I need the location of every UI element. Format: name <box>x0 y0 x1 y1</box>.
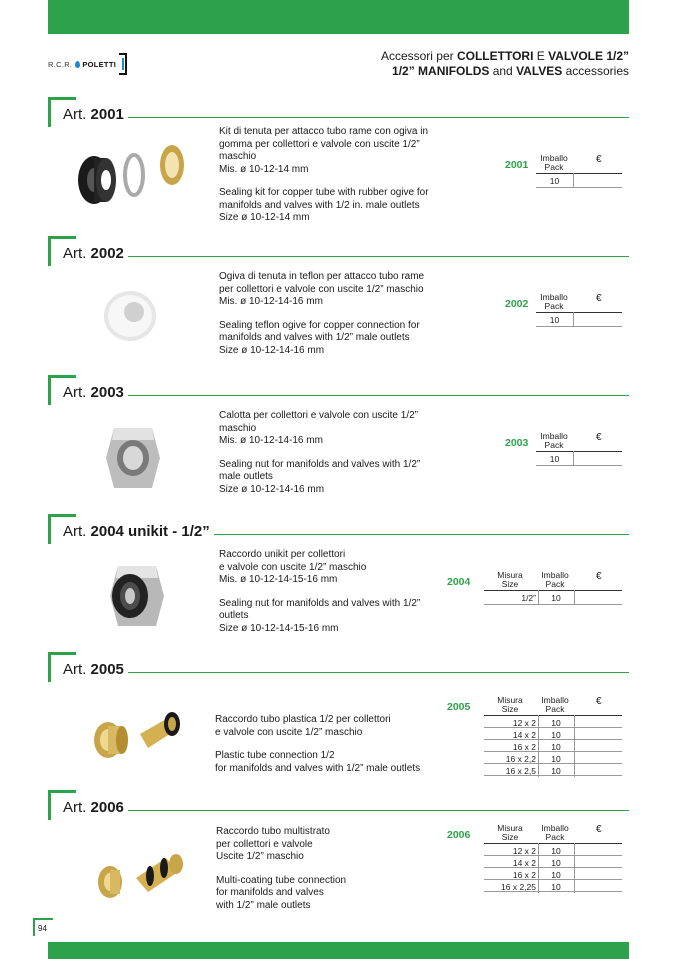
header-line: Pack <box>545 832 565 842</box>
col-pack-header <box>536 432 572 450</box>
size-value: 16 x 2,5 <box>505 766 536 776</box>
desc-line: Size ø 10-12-14-15-16 mm <box>219 622 339 634</box>
desc-line: Multi-coating tube connection <box>216 874 347 886</box>
pack-value: 10 <box>549 454 560 464</box>
article-2004-table <box>440 567 630 617</box>
pack-value: 10 <box>551 846 561 856</box>
table-rule <box>484 590 622 591</box>
table-divider <box>573 173 574 187</box>
title-text: and <box>489 64 517 78</box>
desc-line: Sealing nut for manifolds and valves with 1/2” <box>219 597 421 609</box>
desc-line: Calotta per collettori e valvole con uscite 1/2” <box>219 410 418 421</box>
table-divider <box>574 715 575 777</box>
desc-line: maschio <box>219 151 257 162</box>
art-number: 2006 <box>90 799 124 816</box>
article-2006-description <box>216 826 346 912</box>
art-number: 2002 <box>90 245 124 262</box>
article-title <box>63 106 128 123</box>
bottom-green-bar <box>48 942 629 959</box>
desc-line: Uscite 1/2” maschio <box>216 851 304 862</box>
header-line: Imballo <box>540 431 568 441</box>
article-2002-description <box>219 271 424 357</box>
page-number: 94 <box>33 918 53 936</box>
teflon-ogive-image <box>100 288 160 344</box>
size-value: 12 x 2 <box>512 846 536 856</box>
page-title-line-2 <box>381 64 629 79</box>
desc-line: male outlets <box>219 471 273 482</box>
header-line: Imballo <box>540 153 568 163</box>
article-code: 2006 <box>447 829 471 841</box>
size-value: 16 x 2 <box>512 742 536 752</box>
article-2005-description <box>215 714 420 775</box>
euro-symbol: € <box>596 154 602 165</box>
article-2005-table <box>440 692 630 782</box>
page-title <box>381 49 629 79</box>
section-rule <box>63 395 629 396</box>
article-2003-table <box>500 428 630 478</box>
page-title-line-1 <box>381 49 629 64</box>
section-rule <box>63 117 629 118</box>
table-rule <box>536 326 622 327</box>
article-code: 2002 <box>505 298 529 310</box>
art-number: 2001 <box>90 106 124 123</box>
header-line: Size <box>501 832 519 842</box>
table-rule <box>484 843 622 844</box>
article-title <box>63 523 214 540</box>
art-label: Art. <box>63 106 87 123</box>
pack-value: 10 <box>551 882 561 892</box>
desc-line: e valvole con uscite 1/2” maschio <box>215 726 363 738</box>
article-code: 2005 <box>447 701 471 713</box>
desc-line: Sealing nut for manifolds and valves with 1/2” <box>219 458 421 470</box>
article-code: 2004 <box>447 576 471 588</box>
euro-symbol: € <box>596 696 602 707</box>
desc-line: outlets <box>219 610 249 621</box>
title-text: accessories <box>562 64 629 78</box>
desc-line: Ogiva di tenuta in teflon per attacco tubo rame <box>219 271 425 282</box>
pack-value: 10 <box>551 718 561 728</box>
art-number: 2003 <box>90 384 124 401</box>
desc-line: Mis. ø 10-12-14-16 mm <box>219 296 323 307</box>
desc-line: Sealing kit for copper tube with rubber ogive for <box>219 187 429 198</box>
desc-line: Mis. ø 10-12-14 mm <box>219 163 309 175</box>
article-2001-description <box>219 126 429 225</box>
article-code: 2003 <box>505 437 529 449</box>
size-value: 16 x 2,2 <box>505 754 536 764</box>
header-line: Size <box>501 579 519 589</box>
top-green-bar <box>48 0 629 34</box>
size-value: 16 x 2,25 <box>501 882 536 892</box>
table-rule <box>536 173 622 174</box>
size-value: 14 x 2 <box>512 858 536 868</box>
article-title <box>63 245 128 262</box>
article-2001-table <box>500 150 630 200</box>
header-line: Misura <box>497 823 523 833</box>
art-label: Art. <box>63 523 87 540</box>
pack-value: 10 <box>551 730 561 740</box>
pack-value: 10 <box>551 766 561 776</box>
desc-line: per collettori e valvole <box>216 838 313 850</box>
header-line: Size <box>501 704 519 714</box>
article-2003-description <box>219 410 420 496</box>
table-rule <box>536 187 622 188</box>
table-rule <box>484 715 622 716</box>
desc-line: Mis. ø 10-12-14-16 mm <box>219 435 323 446</box>
table-rule <box>484 604 622 605</box>
art-label: Art. <box>63 384 87 401</box>
article-2006-table <box>440 820 630 898</box>
logo-brand-text: POLETTI <box>82 59 117 69</box>
header-line: Imballo <box>541 695 569 705</box>
section-rule <box>63 256 629 257</box>
col-pack-header <box>536 154 572 172</box>
desc-line: Mis. ø 10-12-14-15-16 mm <box>219 574 338 585</box>
desc-line: manifolds and valves with 1/2 in. male outlets <box>219 199 420 211</box>
logo-bracket-icon <box>119 53 127 75</box>
size-value: 16 x 2 <box>512 870 536 880</box>
art-label: Art. <box>63 799 87 816</box>
pack-value: 10 <box>551 870 561 880</box>
sealing-kit-image <box>72 140 192 210</box>
art-label: Art. <box>63 245 87 262</box>
article-title <box>63 384 128 401</box>
article-title <box>63 661 128 678</box>
desc-line: for manifolds and valves with 1/2” male outlets <box>215 762 421 774</box>
table-rule <box>536 451 622 452</box>
pack-value: 10 <box>551 593 561 603</box>
desc-line: Size ø 10-12-14-16 mm <box>219 344 325 356</box>
header-line: Pack <box>544 440 564 450</box>
desc-line: Raccordo tubo plastica 1/2 per collettori <box>215 714 391 725</box>
title-text: Accessori per <box>380 49 457 63</box>
sealing-nut-image <box>104 420 162 496</box>
table-rule <box>536 465 622 466</box>
plastic-tube-fitting-image <box>88 700 188 764</box>
pack-value: 10 <box>549 176 560 186</box>
header-line: Pack <box>545 579 565 589</box>
euro-symbol: € <box>596 824 602 835</box>
desc-line: for manifolds and valves <box>216 887 324 898</box>
desc-line: manifolds and valves with 1/2” male outlets <box>219 332 410 343</box>
col-pack-header <box>536 824 574 842</box>
logo-rcr-text: R.C.R. <box>48 59 73 69</box>
multilayer-fitting-image <box>92 842 188 906</box>
article-2004-description <box>219 549 420 635</box>
col-size-header <box>484 571 536 589</box>
col-size-header <box>484 696 536 714</box>
header-line: Misura <box>497 570 523 580</box>
title-bold: 1/2” MANIFOLDS <box>392 64 490 78</box>
table-divider <box>573 312 574 326</box>
title-bold: VALVOLE 1/2” <box>548 49 629 63</box>
section-rule <box>63 672 629 673</box>
art-number: 2004 unikit - 1/2” <box>90 523 210 540</box>
header-line: Misura <box>497 695 523 705</box>
table-divider <box>574 590 575 604</box>
size-value: 1/2” <box>521 593 536 603</box>
col-pack-header <box>536 293 572 311</box>
pack-value: 10 <box>551 742 561 752</box>
header-line: Imballo <box>541 570 569 580</box>
col-pack-header <box>536 571 574 589</box>
unikit-nut-image <box>106 560 168 634</box>
title-bold: VALVES <box>516 64 563 78</box>
title-bold: COLLETTORI <box>456 49 534 63</box>
desc-line: Size ø 10-12-14 mm <box>219 212 310 223</box>
size-value: 12 x 2 <box>512 718 536 728</box>
article-2002-table <box>500 289 630 339</box>
water-drop-icon <box>75 61 80 68</box>
col-pack-header <box>536 696 574 714</box>
euro-symbol: € <box>596 571 602 582</box>
art-number: 2005 <box>90 661 124 678</box>
desc-line: Raccordo unikit per collettori <box>219 549 346 560</box>
section-rule <box>63 810 629 811</box>
title-text: E <box>533 49 549 63</box>
table-divider <box>573 451 574 465</box>
euro-symbol: € <box>596 432 602 443</box>
header-line: Imballo <box>541 823 569 833</box>
euro-symbol: € <box>596 293 602 304</box>
art-label: Art. <box>63 661 87 678</box>
desc-line: maschio <box>219 422 257 434</box>
desc-line: Sealing teflon ogive for copper connection for <box>219 319 420 331</box>
desc-line: with 1/2” male outlets <box>216 899 311 911</box>
desc-line: gomma per collettori e valvole con uscite 1/2” <box>219 138 420 150</box>
desc-line: Size ø 10-12-14-16 mm <box>219 483 325 495</box>
article-code: 2001 <box>505 159 529 171</box>
desc-line: Plastic tube connection 1/2 <box>215 750 335 761</box>
header-line: Pack <box>545 704 565 714</box>
size-value: 14 x 2 <box>512 730 536 740</box>
col-size-header <box>484 824 536 842</box>
table-divider <box>574 843 575 893</box>
pack-value: 10 <box>551 754 561 764</box>
desc-line: Kit di tenuta per attacco tubo rame con ogiva in <box>219 126 429 137</box>
brand-logo <box>48 52 127 76</box>
header-line: Imballo <box>540 292 568 302</box>
desc-line: Raccordo tubo multistrato <box>216 826 330 837</box>
desc-line: per collettori e valvole con uscite 1/2” maschio <box>219 283 424 295</box>
table-rule <box>536 312 622 313</box>
pack-value: 10 <box>551 858 561 868</box>
article-title <box>63 799 128 816</box>
header-line: Pack <box>544 301 564 311</box>
header-line: Pack <box>544 162 564 172</box>
desc-line: e valvole con uscite 1/2” maschio <box>219 561 367 573</box>
pack-value: 10 <box>549 315 560 325</box>
